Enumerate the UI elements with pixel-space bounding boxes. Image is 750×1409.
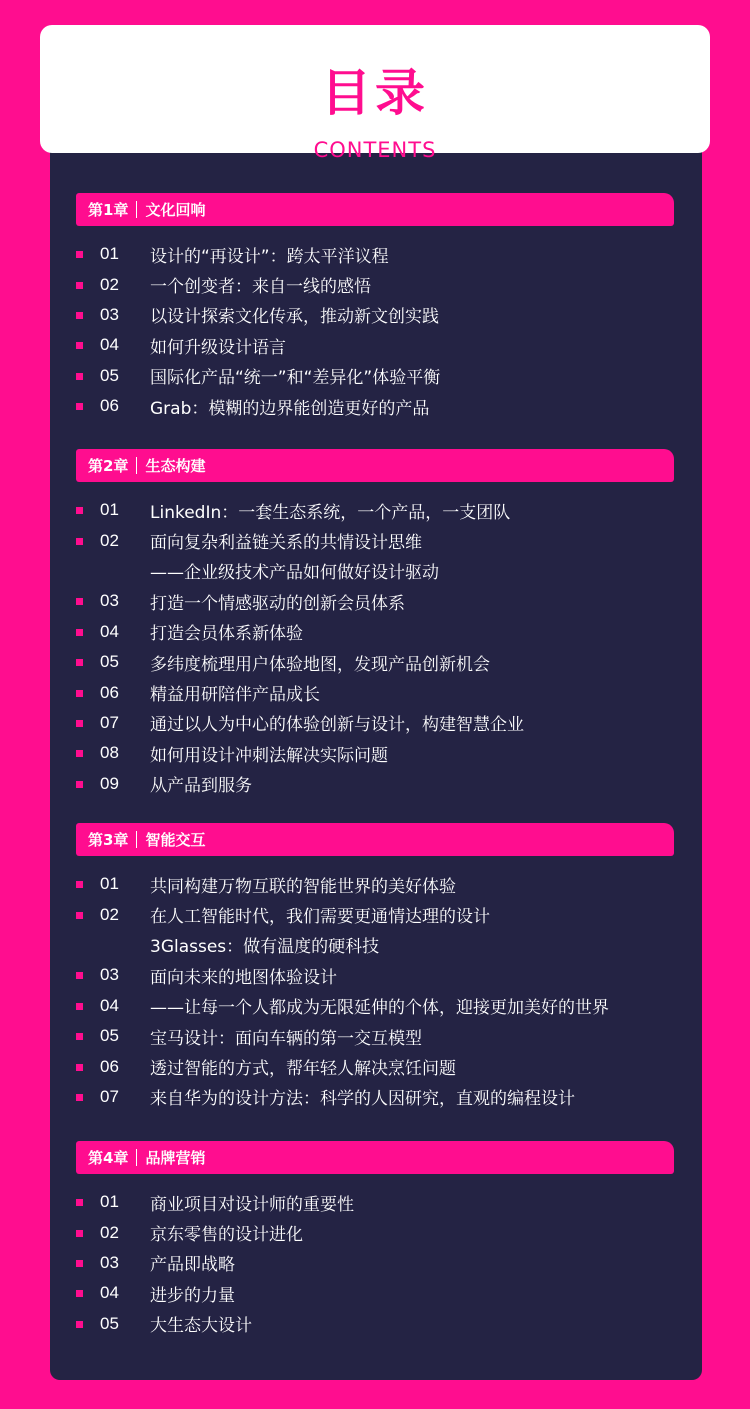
chapter-title: 智能交互 — [145, 831, 206, 849]
item-title: 打造一个情感驱动的创新会员体系 — [150, 593, 405, 614]
item-number: 05 — [100, 1026, 119, 1046]
list-item — [76, 899, 674, 929]
item-title: 如何升级设计语言 — [150, 337, 286, 358]
item-title: LinkedIn：一套生态系统，一个产品，一支团队 — [150, 502, 511, 523]
chapter-title: 品牌营销 — [145, 1149, 206, 1167]
list-item — [76, 586, 674, 616]
page-title: 目录 — [321, 64, 429, 122]
item-number: 05 — [100, 365, 119, 385]
item-title: 面向未来的地图体验设计 — [150, 967, 337, 988]
item-number: 01 — [100, 874, 119, 894]
item-title: 国际化产品“统一”和“差异化”体验平衡 — [150, 368, 441, 389]
square-bullet-icon — [76, 1094, 83, 1101]
item-number: 04 — [100, 995, 119, 1015]
square-bullet-icon — [76, 1033, 83, 1040]
list-item — [76, 1278, 674, 1308]
item-number: 06 — [100, 1056, 119, 1076]
list-item — [76, 617, 674, 647]
chapter-item-list — [76, 239, 674, 421]
header-card — [40, 25, 710, 162]
item-number: 09 — [100, 773, 119, 793]
list-item — [76, 269, 674, 299]
chapter-4 — [76, 1141, 674, 1339]
item-number: 01 — [100, 244, 119, 264]
square-bullet-icon — [76, 912, 83, 919]
square-bullet-icon — [76, 1064, 83, 1071]
item-number: 08 — [100, 743, 119, 763]
list-item — [76, 1248, 674, 1278]
square-bullet-icon — [76, 538, 83, 545]
chapter-3 — [76, 823, 674, 1112]
square-bullet-icon — [76, 1321, 83, 1328]
item-title: ——让每一个人都成为无限延伸的个体，迎接更加美好的世界 — [150, 998, 609, 1019]
square-bullet-icon — [76, 750, 83, 757]
item-title: 从产品到服务 — [150, 776, 252, 797]
chapter-item-list — [76, 869, 674, 1112]
chapter-divider — [136, 831, 137, 848]
item-number: 03 — [100, 965, 119, 985]
item-number: 06 — [100, 682, 119, 702]
square-bullet-icon — [76, 507, 83, 514]
list-item — [76, 647, 674, 677]
item-title: 来自华为的设计方法：科学的人因研究，直观的编程设计 — [150, 1089, 575, 1110]
item-title: 京东零售的设计进化 — [150, 1225, 303, 1246]
item-title: 一个创变者：来自一线的感悟 — [150, 277, 371, 298]
chapter-item-list — [76, 1187, 674, 1339]
item-number: 05 — [100, 652, 119, 672]
list-item — [76, 708, 674, 738]
square-bullet-icon — [76, 720, 83, 727]
list-item — [76, 525, 674, 555]
square-bullet-icon — [76, 1199, 83, 1206]
square-bullet-icon — [76, 1260, 83, 1267]
square-bullet-icon — [76, 342, 83, 349]
item-title: 进步的力量 — [150, 1285, 235, 1306]
item-number: 03 — [100, 591, 119, 611]
list-item — [76, 391, 674, 421]
list-item — [76, 361, 674, 391]
item-title: 如何用设计冲刺法解决实际问题 — [150, 745, 388, 766]
square-bullet-icon — [76, 1290, 83, 1297]
item-title: 产品即战略 — [150, 1255, 235, 1276]
square-bullet-icon — [76, 282, 83, 289]
item-number: 04 — [100, 335, 119, 355]
chapter-divider — [136, 201, 137, 218]
item-title: 在人工智能时代，我们需要更通情达理的设计 — [150, 907, 490, 928]
list-item — [76, 1187, 674, 1217]
chapter-2 — [76, 449, 674, 799]
square-bullet-icon — [76, 881, 83, 888]
list-item — [76, 1082, 674, 1112]
list-item — [76, 677, 674, 707]
item-number: 03 — [100, 304, 119, 324]
chapter-item-list — [76, 495, 674, 799]
square-bullet-icon — [76, 1003, 83, 1010]
item-title: 3Glasses：做有温度的硬科技 — [150, 937, 380, 958]
list-item — [76, 495, 674, 525]
item-title: 大生态大设计 — [150, 1316, 252, 1337]
square-bullet-icon — [76, 251, 83, 258]
item-title: 多纬度梳理用户体验地图，发现产品创新机会 — [150, 654, 490, 675]
item-title: 共同构建万物互联的智能世界的美好体验 — [150, 876, 456, 897]
chapter-header — [76, 193, 674, 226]
list-item — [76, 930, 674, 960]
square-bullet-icon — [76, 312, 83, 319]
list-item — [76, 738, 674, 768]
item-title: 以设计探索文化传承，推动新文创实践 — [150, 307, 439, 328]
list-item — [76, 1051, 674, 1081]
list-item — [76, 960, 674, 990]
item-title: 打造会员体系新体验 — [150, 624, 303, 645]
item-title: 宝马设计：面向车辆的第一交互模型 — [150, 1028, 422, 1049]
square-bullet-icon — [76, 629, 83, 636]
square-bullet-icon — [76, 972, 83, 979]
chapter-title: 文化回响 — [145, 201, 206, 219]
item-title: 设计的“再设计”：跨太平洋议程 — [150, 246, 389, 267]
item-number: 07 — [100, 712, 119, 732]
square-bullet-icon — [76, 373, 83, 380]
list-item — [76, 239, 674, 269]
list-item — [76, 991, 674, 1021]
chapter-label: 第1章 — [88, 201, 129, 219]
item-title: 面向复杂利益链关系的共情设计思维 — [150, 533, 422, 554]
square-bullet-icon — [76, 403, 83, 410]
item-number: 02 — [100, 904, 119, 924]
item-title: 通过以人为中心的体验创新与设计，构建智慧企业 — [150, 715, 524, 736]
list-item — [76, 556, 674, 586]
item-title: 商业项目对设计师的重要性 — [150, 1194, 354, 1215]
list-item — [76, 769, 674, 799]
list-item — [76, 300, 674, 330]
item-number: 02 — [100, 274, 119, 294]
chapter-header — [76, 823, 674, 856]
item-number: 02 — [100, 1222, 119, 1242]
square-bullet-icon — [76, 781, 83, 788]
list-item — [76, 330, 674, 360]
item-title: Grab：模糊的边界能创造更好的产品 — [150, 398, 430, 419]
chapter-header — [76, 449, 674, 482]
square-bullet-icon — [76, 598, 83, 605]
item-number: 01 — [100, 1192, 119, 1212]
item-number: 05 — [100, 1313, 119, 1333]
chapter-header — [76, 1141, 674, 1174]
square-bullet-icon — [76, 659, 83, 666]
item-number: 04 — [100, 621, 119, 641]
item-number: 03 — [100, 1252, 119, 1272]
chapter-label: 第2章 — [88, 457, 129, 475]
chapter-title: 生态构建 — [145, 457, 206, 475]
item-number: 02 — [100, 530, 119, 550]
list-item — [76, 869, 674, 899]
item-number: 07 — [100, 1086, 119, 1106]
item-title: 透过智能的方式，帮年轻人解决烹饪问题 — [150, 1059, 456, 1080]
chapter-1 — [76, 193, 674, 421]
square-bullet-icon — [76, 1230, 83, 1237]
list-item — [76, 1309, 674, 1339]
item-number: 01 — [100, 500, 119, 520]
chapter-divider — [136, 1149, 137, 1166]
item-title: ——企业级技术产品如何做好设计驱动 — [150, 563, 439, 584]
list-item — [76, 1217, 674, 1247]
list-item — [76, 1021, 674, 1051]
chapter-label: 第3章 — [88, 831, 129, 849]
square-bullet-icon — [76, 690, 83, 697]
chapter-divider — [136, 457, 137, 474]
chapter-label: 第4章 — [88, 1149, 129, 1167]
page-subtitle: CONTENTS — [313, 138, 437, 162]
item-number: 06 — [100, 396, 119, 416]
item-title: 精益用研陪伴产品成长 — [150, 685, 320, 706]
item-number: 04 — [100, 1283, 119, 1303]
